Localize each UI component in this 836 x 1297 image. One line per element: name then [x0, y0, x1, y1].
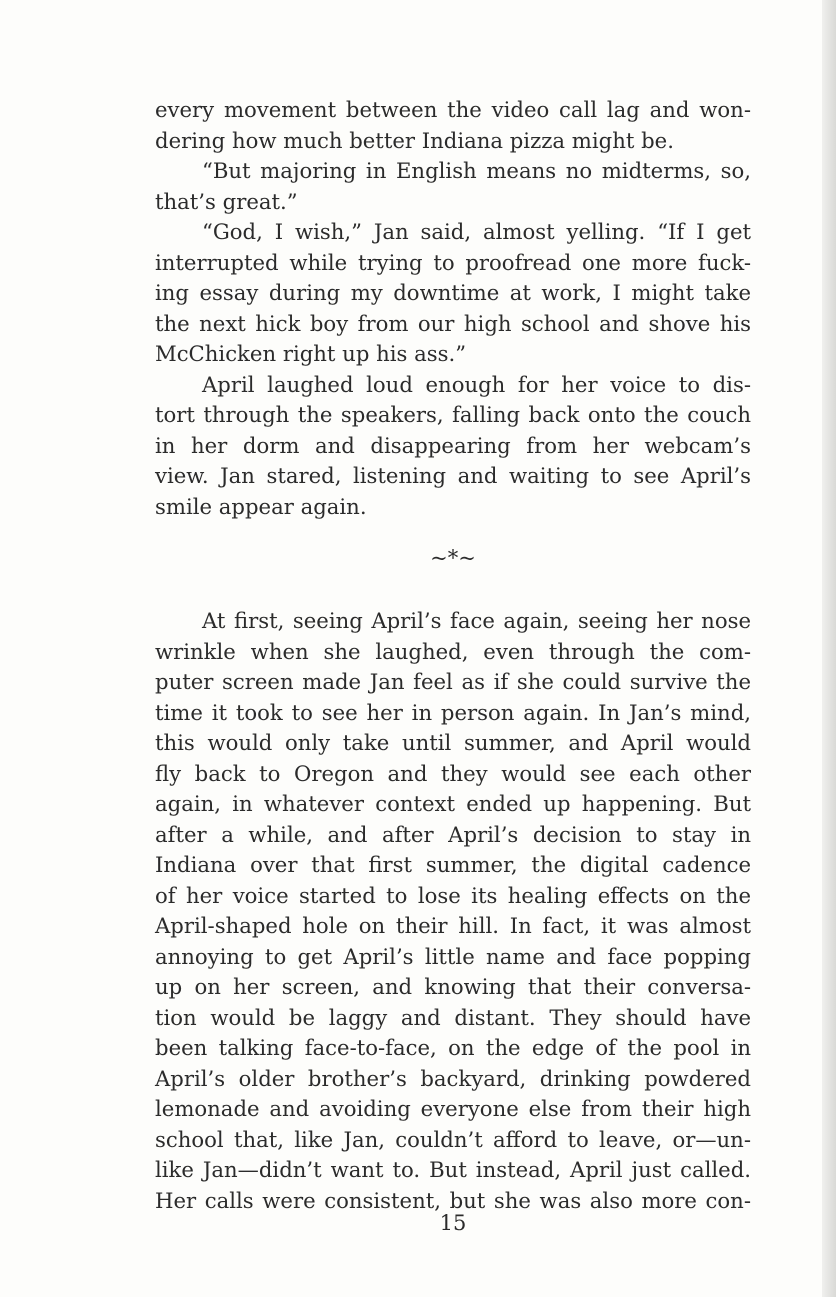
text-line: lemonade and avoiding everyone else from their high [155, 1096, 751, 1121]
text-line: up on her screen, and knowing that their conversa- [155, 974, 751, 999]
text-line: of her voice started to lose its healing effects on the [155, 882, 751, 908]
text-line: dering how much better Indiana pizza might be. [155, 127, 674, 153]
text-line: like Jan—didn’t want to. But instead, April just called. [155, 1157, 751, 1182]
text-line: time it took to see her in person again. In Jan’s mind, [155, 699, 751, 725]
text-line: every movement between the video call lag and won- [155, 97, 751, 122]
text-line: April laughed loud enough for her voice to dis- [202, 371, 751, 397]
page-edge-shadow [822, 0, 836, 1297]
text-line: this would only take until summer, and April would [155, 730, 751, 755]
text-line: ing essay during my downtime at work, I might take [155, 280, 751, 305]
text-line: smile appear again. [155, 493, 367, 519]
text-line: Her calls were consistent, but she was also more con- [155, 1187, 751, 1213]
text-line: April’s older brother’s backyard, drinking powdered [155, 1065, 751, 1091]
text-line: that’s great.” [155, 188, 298, 214]
text-line: view. Jan stared, listening and waiting to see April’s [155, 463, 751, 488]
text-line: interrupted while trying to proofread one more fuck- [155, 249, 751, 275]
text-line: the next hick boy from our high school and shove his [155, 310, 751, 336]
text-block-after-break [155, 606, 751, 1216]
text-line: wrinkle when she laughed, even through the com- [155, 638, 751, 664]
text-line: been talking face-to-face, on the edge of the pool in [155, 1035, 751, 1060]
text-line: school that, like Jan, couldn’t afford to leave, or—un- [155, 1126, 751, 1152]
text-line: McChicken right up his ass.” [155, 341, 467, 366]
page-number: 15 [439, 1211, 467, 1235]
text-line: again, in whatever context ended up happening. But [155, 791, 751, 816]
text-line: in her dorm and disappearing from her webcam’s [155, 432, 751, 458]
text-line: At first, seeing April’s face again, seeing her nose [202, 608, 751, 633]
text-line: April-shaped hole on their hill. In fact, it was almost [155, 913, 751, 938]
text-block-before-break [155, 95, 751, 522]
text-line: tort through the speakers, falling back onto the couch [155, 402, 751, 427]
text-line: fly back to Oregon and they would see each other [155, 760, 751, 786]
text-line: puter screen made Jan feel as if she could survive the [155, 669, 751, 694]
text-line: Indiana over that first summer, the digital cadence [155, 852, 751, 877]
scene-break: ~*~ [430, 546, 476, 570]
text-line: annoying to get April’s little name and face popping [155, 943, 751, 969]
text-line: tion would be laggy and distant. They should have [155, 1004, 751, 1030]
text-line: “God, I wish,” Jan said, almost yelling. “If I get [202, 219, 751, 244]
text-line: “But majoring in English means no midterms, so, [202, 158, 751, 183]
text-line: after a while, and after April’s decision to stay in [155, 821, 751, 847]
